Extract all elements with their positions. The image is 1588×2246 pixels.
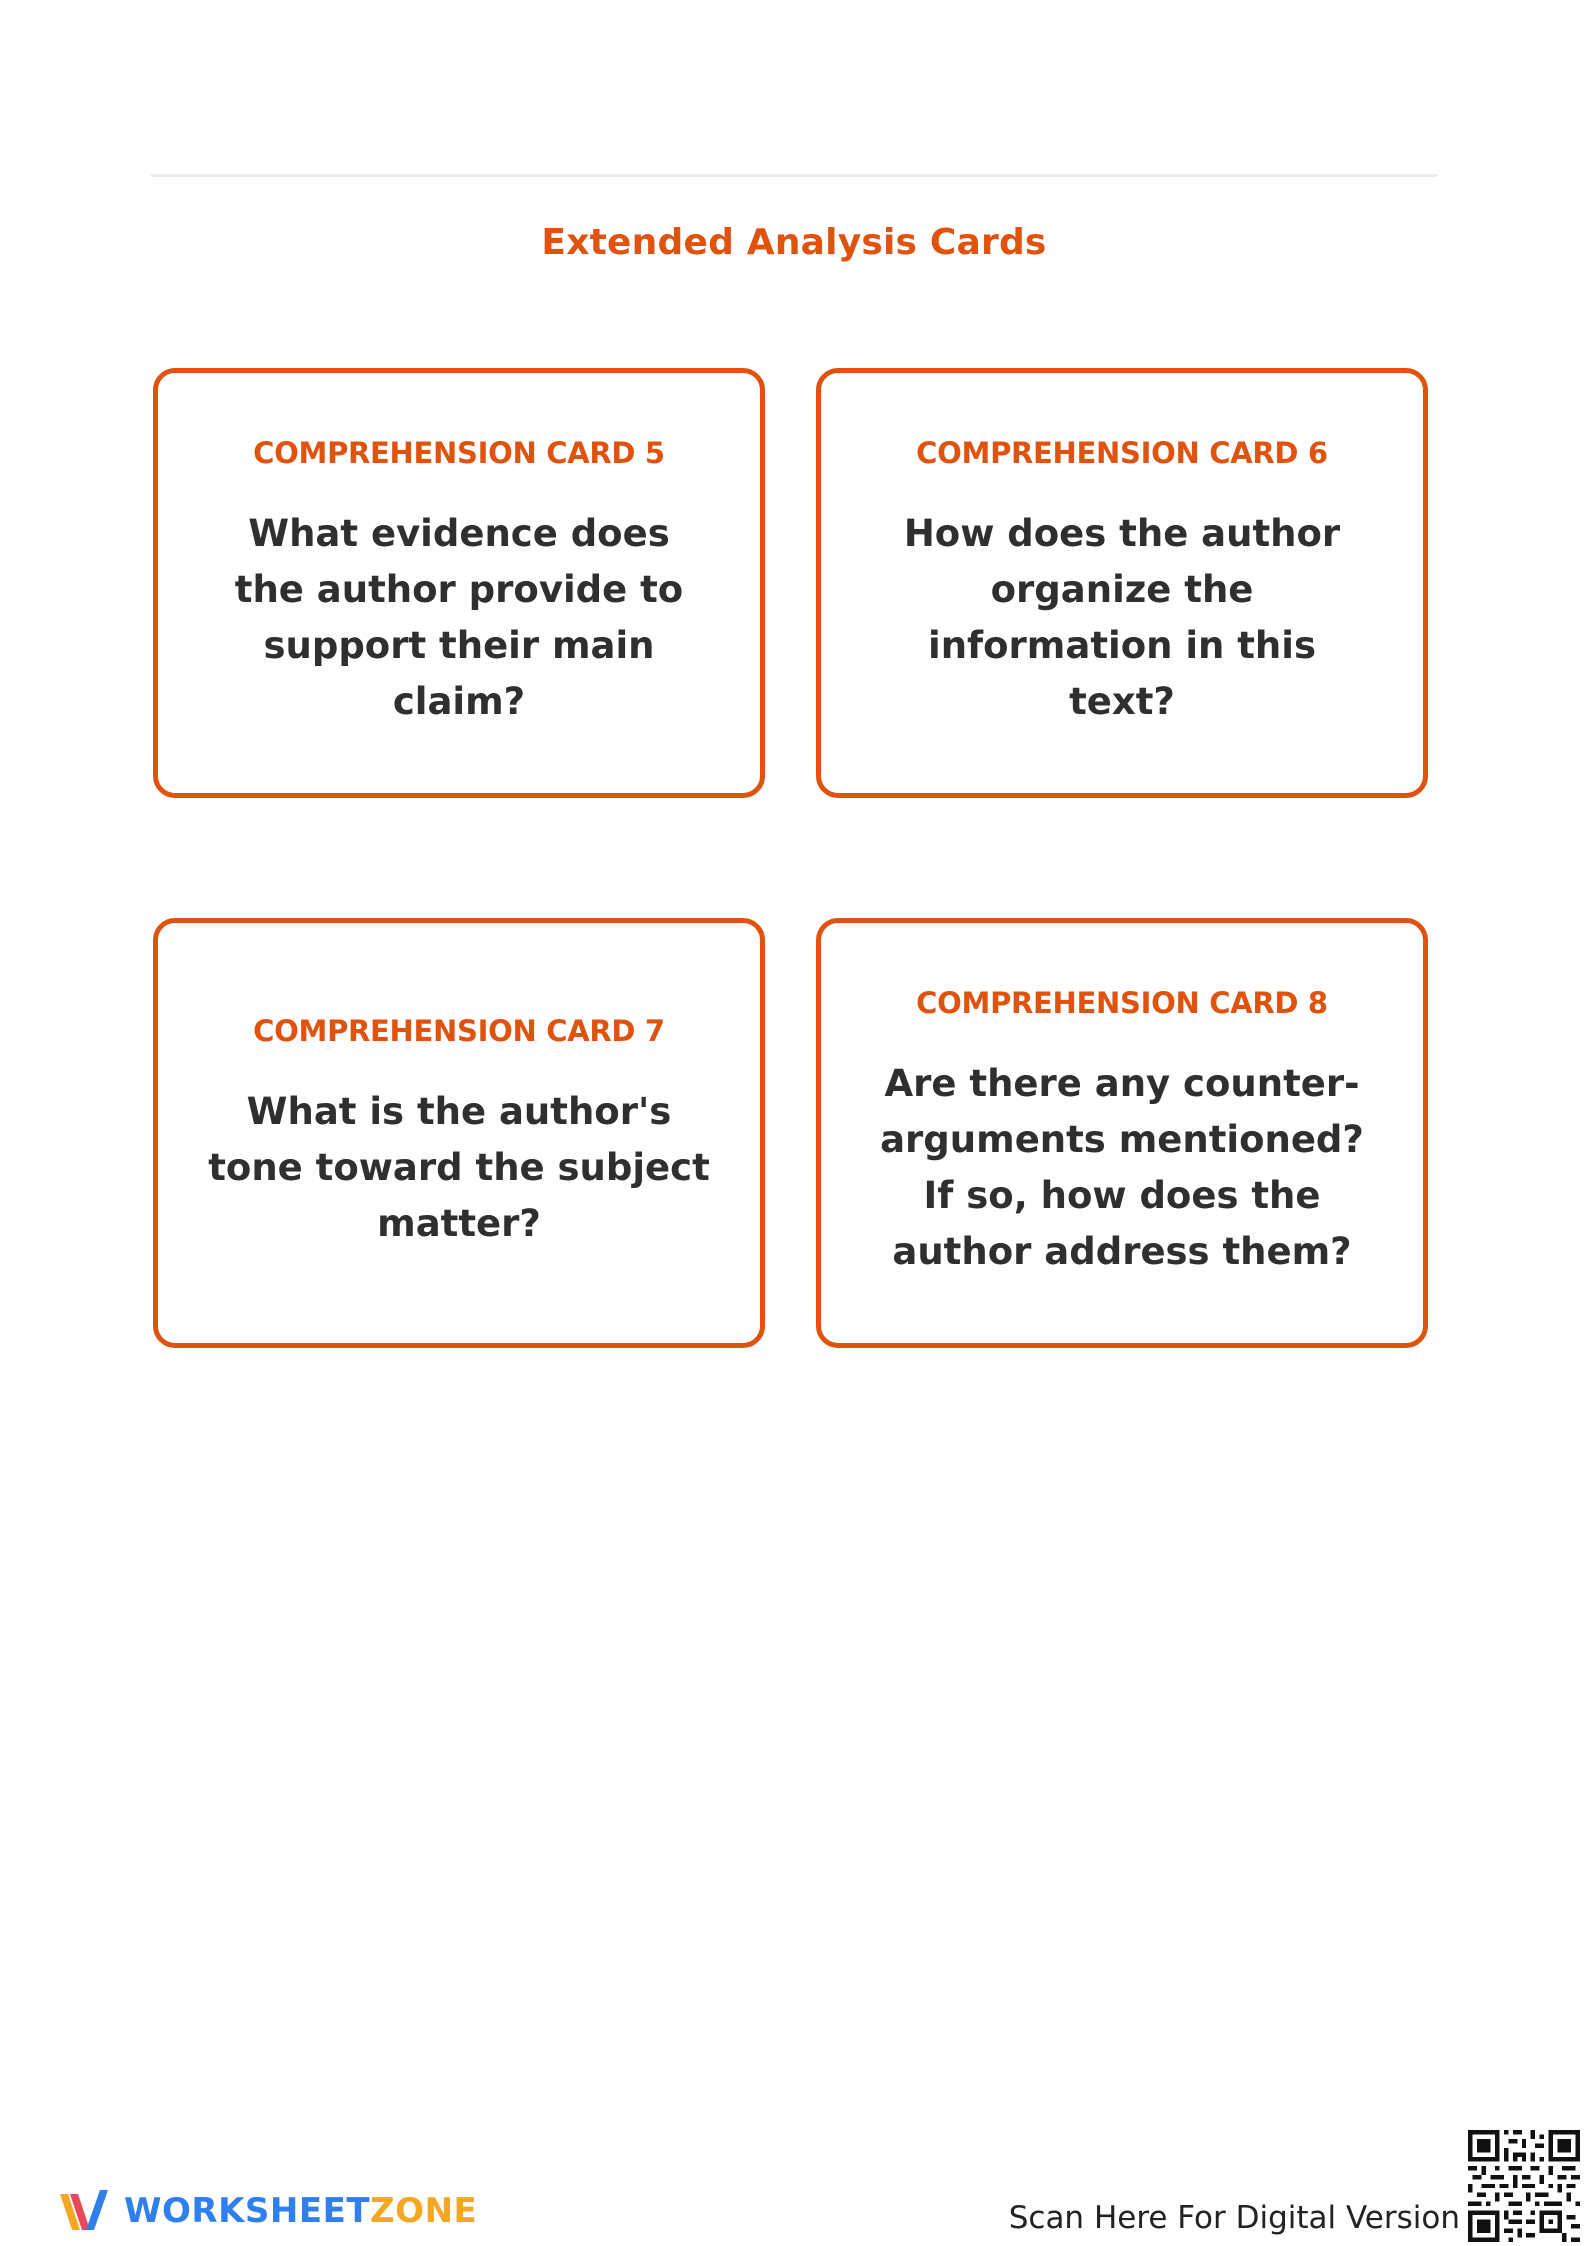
qr-code-icon[interactable] — [1468, 2130, 1580, 2242]
page-title: Extended Analysis Cards — [541, 222, 1047, 263]
scan-instruction: Scan Here For Digital Version — [1008, 2200, 1460, 2236]
brand-logo[interactable] — [56, 2184, 477, 2238]
card-label: COMPREHENSION CARD 8 — [916, 986, 1328, 1020]
worksheetzone-logo-icon — [56, 2184, 110, 2238]
card-label: COMPREHENSION CARD 6 — [916, 436, 1328, 470]
card-question: Are there any counter-arguments mentioned? If so, how does the author address them? — [880, 1062, 1364, 1273]
card-question: How does the author organize the information in this text? — [903, 512, 1341, 723]
top-divider — [151, 174, 1437, 177]
comprehension-card-5 — [153, 368, 765, 798]
comprehension-card-7 — [153, 918, 765, 1348]
brand-name-part-1: WORKSHEET — [124, 2191, 371, 2231]
card-label: COMPREHENSION CARD 7 — [253, 1014, 665, 1048]
card-question: What evidence does the author provide to support their main claim? — [234, 512, 684, 723]
brand-name-part-2: ZONE — [370, 2191, 478, 2231]
brand-name — [124, 2191, 477, 2231]
card-label: COMPREHENSION CARD 5 — [253, 436, 665, 470]
comprehension-card-8 — [816, 918, 1428, 1348]
comprehension-card-6 — [816, 368, 1428, 798]
card-question: What is the author's tone toward the subject matter? — [208, 1090, 710, 1245]
